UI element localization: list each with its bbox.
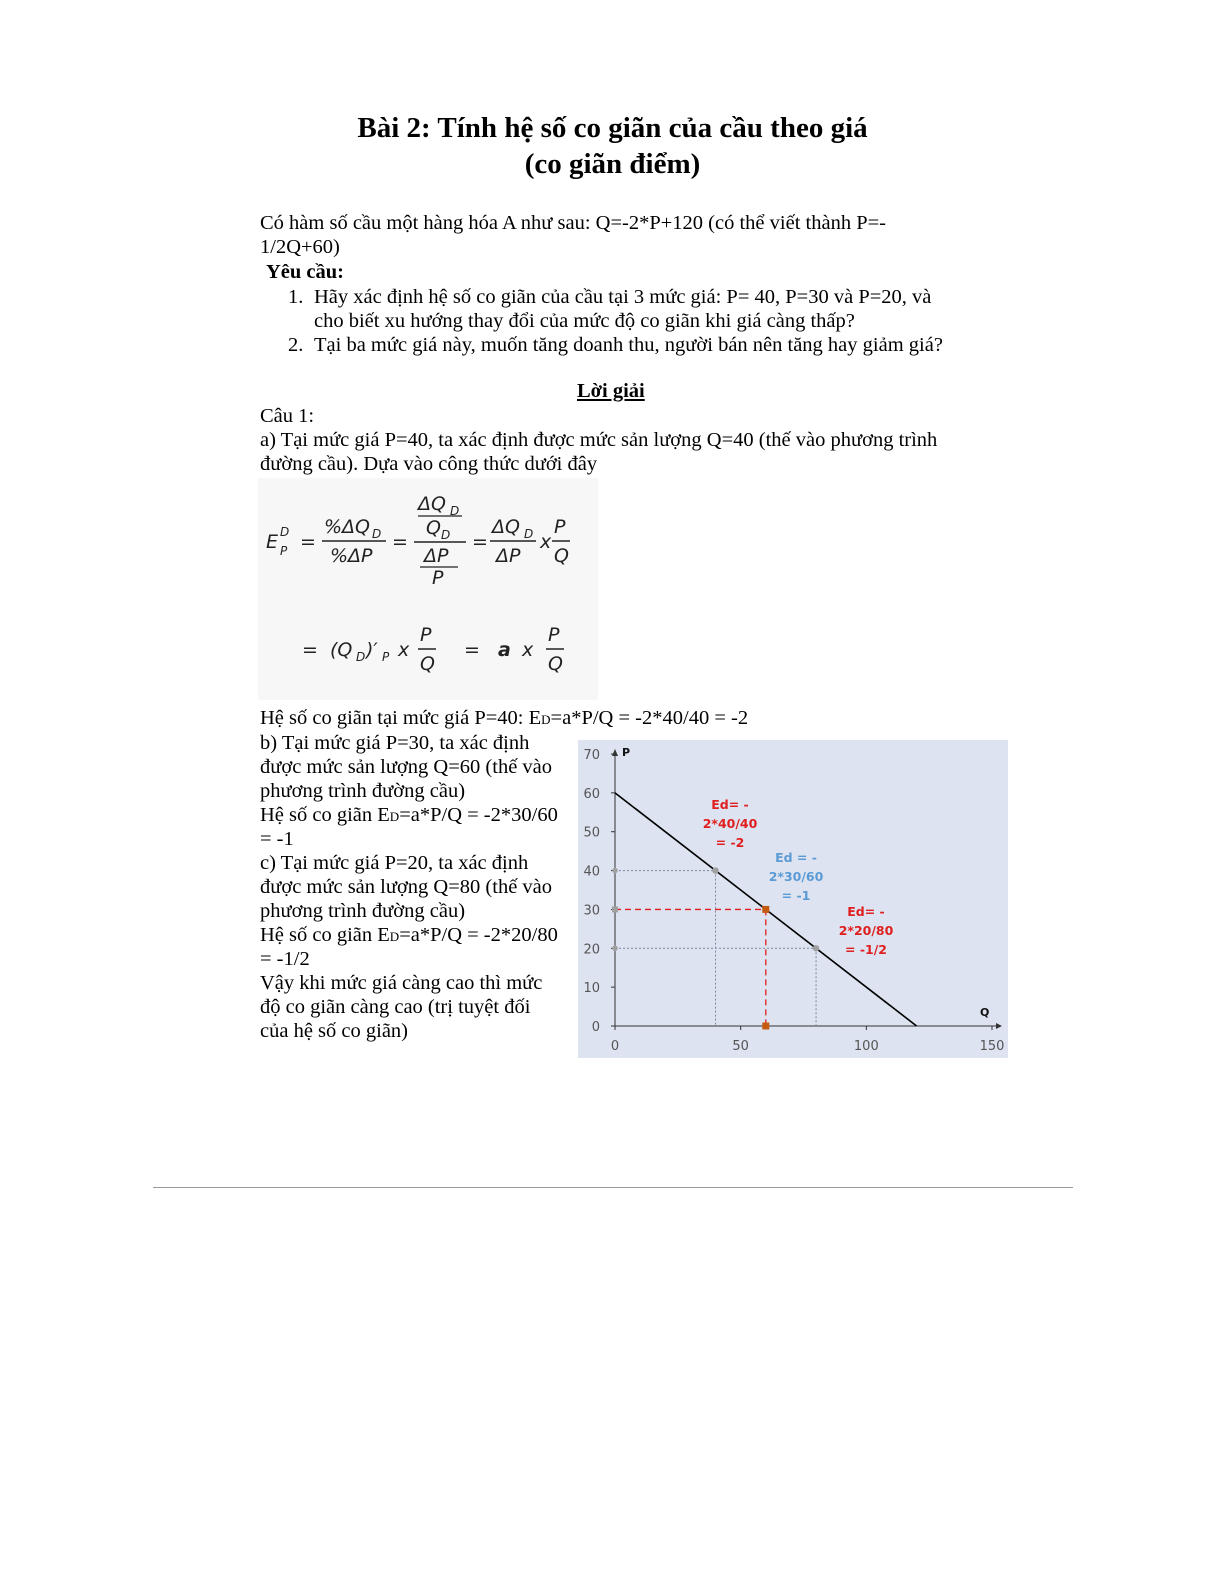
demand-chart bbox=[578, 740, 1008, 1058]
formula-p-bottom: P bbox=[432, 567, 444, 589]
elasticity-annotation: 2*40/40 bbox=[702, 816, 758, 831]
formula-dp: ΔP bbox=[496, 545, 521, 567]
formula-eq-3: = bbox=[472, 531, 488, 553]
formula-dq-sub: D bbox=[524, 527, 534, 541]
formula-q-top-sub: D bbox=[441, 528, 451, 542]
formula-qd-sub: D bbox=[356, 650, 366, 664]
page-subtitle: (co giãn điểm) bbox=[524, 148, 701, 180]
point-marker-q-axis bbox=[762, 1023, 769, 1030]
y-tick-label: 0 bbox=[591, 1020, 600, 1035]
y-tick-label: 30 bbox=[583, 903, 600, 919]
page-title: Bài 2: Tính hệ số co giãn của cầu theo giá bbox=[357, 112, 868, 144]
elasticity-annotation: 2*20/80 bbox=[838, 923, 894, 938]
x-tick-label: 0 bbox=[610, 1039, 620, 1054]
point-marker-p-axis bbox=[612, 945, 618, 951]
point-marker bbox=[712, 867, 718, 873]
formula-q-3: Q bbox=[548, 653, 563, 675]
formula-eq-5: = bbox=[464, 639, 480, 661]
conclusion-line-2: độ co giãn càng cao (trị tuyệt đối bbox=[260, 996, 531, 1018]
question-1-label: Câu 1: bbox=[260, 405, 315, 427]
formula-q-2: Q bbox=[420, 653, 435, 675]
formula-dp-bottom: ΔP bbox=[424, 545, 449, 567]
formula-p-1: P bbox=[554, 516, 566, 538]
part-a-line-1: a) Tại mức giá P=40, ta xác định được mức sản lượng Q=40 (thế vào phương trình bbox=[260, 429, 938, 451]
elasticity-annotation: = -2 bbox=[715, 835, 745, 850]
y-tick-label: 20 bbox=[583, 942, 600, 958]
x-tick-label: 100 bbox=[853, 1039, 879, 1054]
elasticity-annotation: Ed= - bbox=[847, 904, 885, 919]
formula-qd-open: (Q bbox=[330, 639, 353, 661]
demand-chart-svg bbox=[578, 740, 1008, 1058]
requirement-2-number: 2. bbox=[288, 334, 304, 356]
formula-eq-2: = bbox=[392, 531, 408, 553]
elasticity-annotation: = -1/2 bbox=[845, 942, 887, 957]
elasticity-annotation: 2*30/60 bbox=[768, 869, 824, 884]
x-tick-label: 150 bbox=[979, 1039, 1005, 1054]
requirement-1-line-2: cho biết xu hướng thay đổi của mức độ co giãn khi giá càng thấp? bbox=[314, 310, 855, 332]
y-tick-label: 70 bbox=[583, 748, 600, 763]
part-b-result: Hệ số co giãn ED=a*P/Q = -2*30/60 bbox=[260, 804, 558, 826]
part-b-line-3: phương trình đường cầu) bbox=[260, 780, 466, 802]
formula-p-3: P bbox=[548, 624, 560, 646]
formula-times-2: x bbox=[398, 639, 410, 661]
formula-q-1: Q bbox=[554, 545, 569, 567]
elasticity-annotation: Ed = - bbox=[775, 850, 817, 865]
part-b-result-end: = -1 bbox=[260, 828, 294, 850]
formula-dq: ΔQ bbox=[492, 516, 520, 538]
conclusion-line-1: Vậy khi mức giá càng cao thì mức bbox=[260, 972, 543, 994]
requirements-heading: Yêu cầu: bbox=[266, 261, 345, 283]
part-c-line-2: được mức sản lượng Q=80 (thế vào bbox=[260, 876, 553, 898]
formula-times-1: x bbox=[540, 531, 552, 553]
point-marker-p-axis bbox=[612, 868, 618, 874]
formula-dq-top-sub: D bbox=[450, 504, 460, 518]
formula-pct-dq-sub: D bbox=[372, 527, 382, 541]
part-c-line-1: c) Tại mức giá P=20, ta xác định bbox=[260, 852, 529, 874]
x-tick-label: 50 bbox=[732, 1039, 749, 1054]
formula-p-2: P bbox=[420, 624, 432, 646]
formula-qd-p-sub: P bbox=[382, 650, 390, 664]
y-axis-title: P bbox=[622, 746, 631, 759]
intro-line-1: Có hàm số cầu một hàng hóa A như sau: Q=-2*P+120 (có thể viết thành P=- bbox=[260, 212, 886, 234]
part-c-line-3: phương trình đường cầu) bbox=[260, 900, 466, 922]
elasticity-annotation: Ed= - bbox=[711, 797, 749, 812]
part-a-line-2: đường cầu). Dựa vào công thức dưới đây bbox=[260, 453, 598, 475]
point-marker bbox=[762, 906, 769, 913]
conclusion-line-3: của hệ số co giãn) bbox=[260, 1020, 408, 1042]
y-tick-label: 10 bbox=[583, 981, 600, 997]
part-b-line-2: được mức sản lượng Q=60 (thế vào bbox=[260, 756, 553, 778]
formula-q-top: Q bbox=[426, 517, 441, 539]
page-divider bbox=[153, 1187, 1073, 1188]
y-tick-label: 40 bbox=[583, 864, 600, 880]
formula-times-3: x bbox=[522, 639, 534, 661]
formula-svg bbox=[258, 478, 598, 700]
part-b-line-1: b) Tại mức giá P=30, ta xác định bbox=[260, 732, 530, 754]
y-tick-label: 60 bbox=[583, 786, 600, 802]
formula-lhs: E bbox=[266, 531, 279, 553]
formula-a: a bbox=[498, 639, 511, 661]
solution-heading: Lời giải bbox=[577, 380, 645, 402]
part-c-result-end: = -1/2 bbox=[260, 948, 310, 970]
x-axis-title: Q bbox=[980, 1006, 990, 1019]
formula-eq-4: = bbox=[302, 639, 318, 661]
formula-lhs-sup: D bbox=[280, 525, 290, 539]
point-marker bbox=[813, 945, 819, 951]
part-c-result: Hệ số co giãn ED=a*P/Q = -2*20/80 bbox=[260, 924, 558, 946]
elasticity-formula bbox=[258, 478, 598, 700]
requirement-2-line-1: Tại ba mức giá này, muốn tăng doanh thu, người bán nên tăng hay giảm giá? bbox=[314, 334, 943, 356]
formula-pct-dq: %ΔQ bbox=[324, 516, 371, 538]
elasticity-annotation: = -1 bbox=[781, 888, 811, 903]
formula-pct-dp: %ΔP bbox=[330, 545, 373, 567]
formula-dq-top: ΔQ bbox=[418, 493, 446, 515]
intro-line-2: 1/2Q+60) bbox=[260, 236, 340, 258]
y-tick-label: 50 bbox=[583, 825, 600, 841]
formula-qd-close: )′ bbox=[366, 639, 378, 661]
point-marker-p-axis bbox=[612, 906, 618, 912]
requirement-1-number: 1. bbox=[288, 286, 304, 308]
requirement-1-line-1: Hãy xác định hệ số co giãn của cầu tại 3 mức giá: P= 40, P=30 và P=20, và bbox=[314, 286, 932, 308]
formula-lhs-sub: P bbox=[280, 544, 288, 558]
formula-eq-1: = bbox=[300, 531, 316, 553]
part-a-result: Hệ số co giãn tại mức giá P=40: ED=a*P/Q = -2*40/40 = -2 bbox=[260, 707, 749, 729]
